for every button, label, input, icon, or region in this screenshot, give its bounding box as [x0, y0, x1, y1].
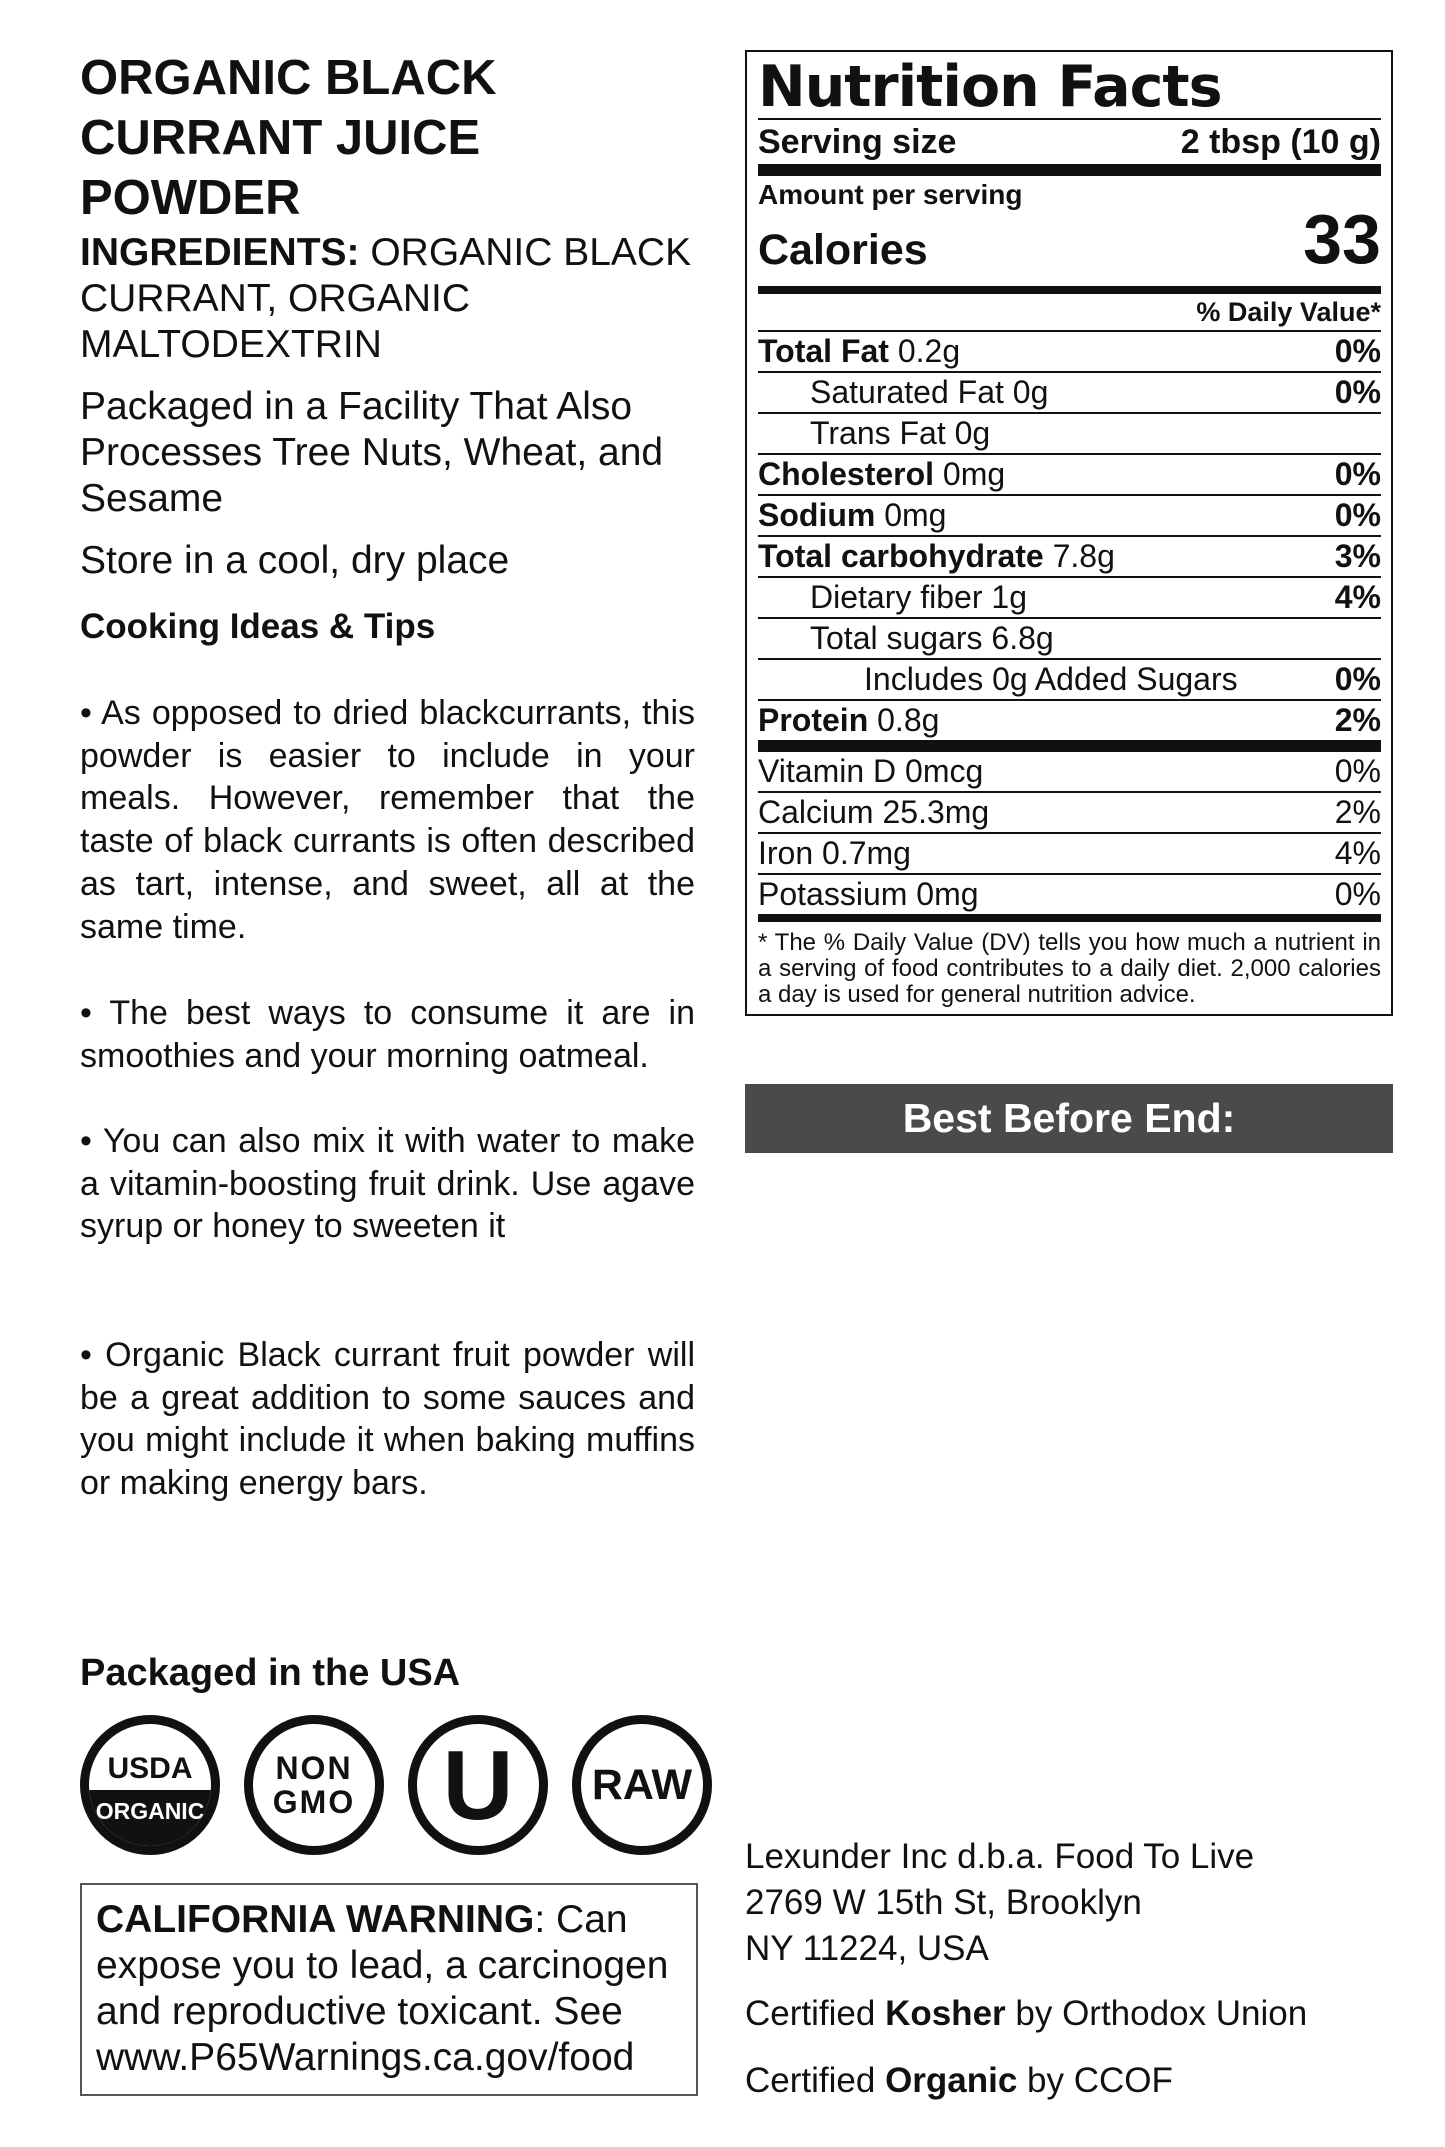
nutrient-row	[758, 414, 1381, 455]
tip-item: • Organic Black currant fruit powder will be a great addition to some sauces and you might include it when baking muffins or making energy bars.	[80, 1336, 695, 1503]
nutrient-row	[758, 537, 1381, 578]
cert-suffix: by CCOF	[1017, 2061, 1173, 2100]
nutrient-row	[758, 332, 1381, 373]
raw-badge-text: RAW	[591, 1760, 693, 1809]
calories-row	[758, 200, 1381, 294]
california-warning-box	[80, 1883, 698, 2096]
serving-size-label: Serving size	[758, 123, 957, 161]
non-gmo-line1: NON	[275, 1750, 353, 1786]
raw-badge	[572, 1715, 712, 1855]
packaged-in-usa: Packaged in the USA	[80, 1652, 461, 1694]
kosher-symbol: U	[442, 1730, 514, 1840]
usda-badge-bottom-text: ORGANIC	[89, 1790, 211, 1846]
warning-label: CALIFORNIA WARNING	[96, 1898, 535, 1941]
nutrient-name: Trans Fat 0g	[810, 415, 991, 451]
nutrition-facts-title: Nutrition Facts	[758, 56, 1381, 120]
non-gmo-badge	[244, 1715, 384, 1855]
facility-notice: Packaged in a Facility That Also Processes Tree Nuts, Wheat, and Sesame	[80, 385, 664, 520]
vitamin-row	[758, 752, 1381, 793]
amount-per-serving-label: Amount per serving	[758, 179, 1023, 210]
ingredients-list: ORGANIC BLACK CURRANT, ORGANIC MALTODEXTRIN	[80, 231, 692, 366]
nutrient-amount: 0.2g	[888, 333, 961, 369]
product-title: ORGANIC BLACK CURRANT JUICE POWDER	[80, 51, 497, 225]
warning-text: : Can expose you to lead, a carcinogen and reproductive toxicant. See www.P65Warnings.ca.gov/food	[96, 1898, 669, 2079]
cert-suffix: by Orthodox Union	[1005, 1994, 1308, 2033]
nutrient-dv: 2%	[1334, 702, 1381, 738]
non-gmo-line2: GMO	[272, 1784, 356, 1820]
tip-item: • You can also mix it with water to make a vitamin-boosting fruit drink. Use agave syrup or honey to sweeten it	[80, 1122, 695, 1246]
nutrient-row	[758, 455, 1381, 496]
nutrient-row	[758, 660, 1381, 701]
ingredients-label: INGREDIENTS:	[80, 231, 360, 274]
company-address	[745, 1834, 1385, 1972]
company-street: 2769 W 15th St, Brooklyn	[745, 1883, 1142, 1922]
nutrient-name: Dietary fiber 1g	[810, 579, 1027, 615]
nutrient-dv: 4%	[1334, 579, 1381, 615]
nutrient-row	[758, 578, 1381, 619]
cert-organic-bold: Organic	[885, 2061, 1018, 2100]
nutrient-amount: 0mg	[934, 456, 1006, 492]
vitamin-row	[758, 793, 1381, 834]
tip-item: • The best ways to consume it are in smoothies and your morning oatmeal.	[80, 994, 695, 1075]
vitamin-dv: 4%	[1334, 835, 1381, 871]
cert-prefix: Certified	[745, 2061, 886, 2100]
usda-organic-badge	[80, 1715, 220, 1855]
nutrient-name: Sodium	[758, 497, 876, 533]
storage-instructions: Store in a cool, dry place	[80, 539, 510, 582]
best-before-banner: Best Before End:	[745, 1084, 1393, 1153]
nutrient-row	[758, 373, 1381, 414]
nutrient-amount: 7.8g	[1043, 538, 1115, 574]
vitamin-row	[758, 834, 1381, 875]
nutrient-name: Saturated Fat 0g	[810, 374, 1049, 410]
nutrient-name: Total Fat	[758, 333, 889, 369]
vitamin-dv: 0%	[1334, 753, 1381, 789]
tip-item: • As opposed to dried blackcurrants, this powder is easier to include in your meals. However, remember that the taste of black currants is often described as tart, intense, and sweet, all at the same time.	[80, 694, 695, 946]
daily-value-footnote: * The % Daily Value (DV) tells you how much a nutrient in a serving of food contributes to a daily diet. 2,000 calories a day is used for general nutrition advice.	[758, 929, 1381, 1008]
vitamin-name: Potassium 0mg	[758, 876, 979, 912]
nutrient-row	[758, 701, 1381, 752]
nutrient-name: Total carbohydrate	[758, 538, 1044, 574]
cert-prefix: Certified	[745, 1994, 886, 2033]
calories-value: 33	[1303, 200, 1381, 278]
vitamin-dv: 2%	[1334, 794, 1381, 830]
nutrient-dv: 0%	[1334, 374, 1381, 410]
nutrient-row	[758, 619, 1381, 660]
nutrient-dv: 3%	[1334, 538, 1381, 574]
nutrient-dv: 0%	[1334, 333, 1381, 369]
company-city: NY 11224, USA	[745, 1929, 989, 1968]
vitamin-dv: 0%	[1334, 876, 1381, 912]
nutrient-dv: 0%	[1334, 661, 1381, 697]
nutrient-name: Protein	[758, 702, 869, 738]
nutrient-name: Cholesterol	[758, 456, 935, 492]
serving-size-value: 2 tbsp (10 g)	[1180, 123, 1381, 161]
nutrient-amount: 0mg	[875, 497, 947, 533]
ou-kosher-badge	[408, 1715, 548, 1855]
vitamin-row	[758, 875, 1381, 922]
ingredients-text	[80, 230, 720, 368]
serving-size-row	[758, 120, 1381, 176]
nutrient-row	[758, 496, 1381, 537]
nutrition-facts-panel	[745, 50, 1393, 1016]
calories-label: Calories	[758, 226, 928, 274]
cert-kosher-bold: Kosher	[885, 1994, 1006, 2033]
company-name: Lexunder Inc d.b.a. Food To Live	[745, 1837, 1255, 1876]
organic-certification	[745, 2058, 1173, 2104]
usda-badge-top-text: USDA	[107, 1752, 193, 1785]
vitamin-name: Iron 0.7mg	[758, 835, 911, 871]
nutrient-name: Total sugars 6.8g	[810, 620, 1054, 656]
tips-heading: Cooking Ideas & Tips	[80, 607, 436, 646]
nutrient-name: Includes 0g Added Sugars	[864, 661, 1238, 697]
vitamin-name: Vitamin D 0mcg	[758, 753, 984, 789]
kosher-certification	[745, 1991, 1307, 2037]
nutrient-amount: 0.8g	[868, 702, 940, 738]
nutrient-dv: 0%	[1334, 497, 1381, 533]
vitamin-name: Calcium 25.3mg	[758, 794, 990, 830]
daily-value-header: % Daily Value*	[758, 294, 1381, 332]
nutrient-dv: 0%	[1334, 456, 1381, 492]
